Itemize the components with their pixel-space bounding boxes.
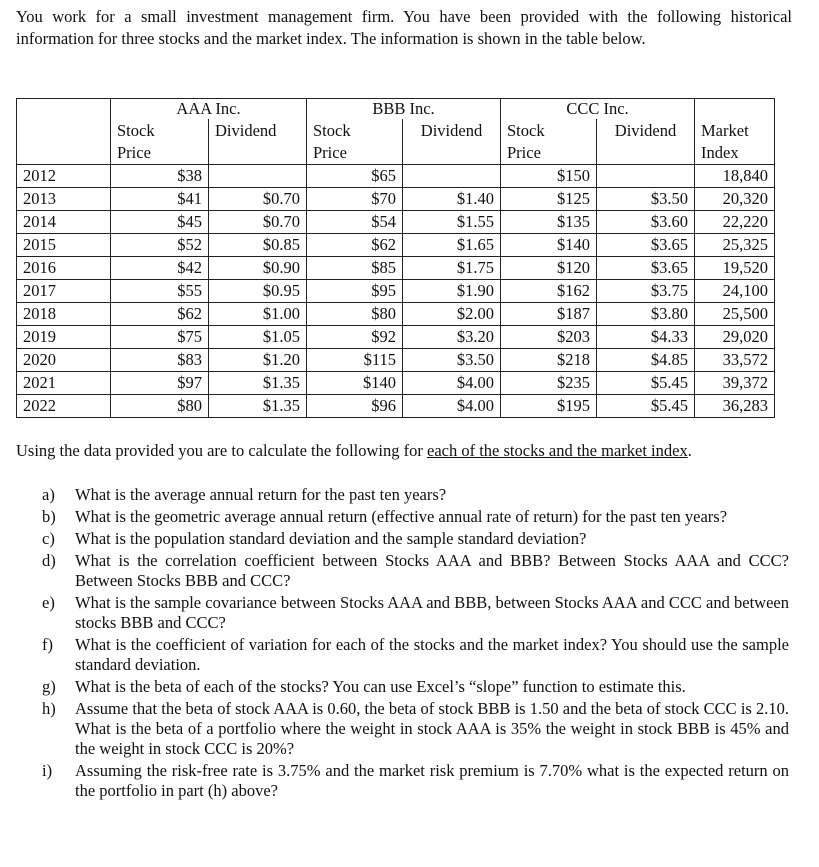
- bbb-dividend-cell: $1.40: [403, 188, 501, 211]
- bbb-price-cell: $95: [307, 280, 403, 303]
- question-item: [42, 761, 789, 801]
- aaa-dividend-cell: $1.00: [209, 303, 307, 326]
- question-item: [42, 677, 789, 697]
- question-marker: a): [42, 485, 55, 504]
- aaa-dividend-cell: $0.70: [209, 188, 307, 211]
- year-cell: 2012: [17, 165, 111, 188]
- ccc-dividend-cell: $5.45: [597, 395, 695, 418]
- header-row-labels: [17, 119, 775, 142]
- question-item: [42, 485, 789, 505]
- question-item: [42, 635, 789, 675]
- ccc-price-cell: $135: [501, 211, 597, 234]
- bbb-dividend-cell: $1.75: [403, 257, 501, 280]
- market-index-cell: 19,520: [695, 257, 775, 280]
- bbb-dividend-cell: $1.90: [403, 280, 501, 303]
- aaa-dividend-cell: $1.20: [209, 349, 307, 372]
- bbb-dividend-cell: $3.50: [403, 349, 501, 372]
- question-text: Assume that the beta of stock AAA is 0.60, the beta of stock BBB is 1.50 and the beta of stock CCC is 2.10. What is the beta of a portfolio where the weight in stock AAA is 35% the weight in stock BBB is 45% and the weight in stock CCC is 20%?: [75, 699, 789, 758]
- ccc-price-cell: $140: [501, 234, 597, 257]
- bbb-price-cell: $96: [307, 395, 403, 418]
- year-cell: 2019: [17, 326, 111, 349]
- aaa-stock-label: Stock: [111, 119, 209, 142]
- ccc-price-cell: $235: [501, 372, 597, 395]
- market-index-cell: 18,840: [695, 165, 775, 188]
- question-list: [42, 485, 789, 803]
- aaa-price-label: Price: [111, 142, 209, 165]
- ccc-dividend-cell: $3.80: [597, 303, 695, 326]
- ccc-price-cell: $120: [501, 257, 597, 280]
- bbb-price-cell: $80: [307, 303, 403, 326]
- year-cell: 2021: [17, 372, 111, 395]
- table-row: [17, 188, 775, 211]
- table-row: [17, 326, 775, 349]
- lead-period: .: [687, 441, 692, 460]
- group-header-bbb: BBB Inc.: [307, 99, 501, 120]
- year-cell: 2020: [17, 349, 111, 372]
- year-cell: 2015: [17, 234, 111, 257]
- aaa-price-cell: $41: [111, 188, 209, 211]
- ccc-price-cell: $162: [501, 280, 597, 303]
- bbb-price-cell: $70: [307, 188, 403, 211]
- market-index-cell: 25,325: [695, 234, 775, 257]
- aaa-price-cell: $38: [111, 165, 209, 188]
- bbb-dividend-cell: $3.20: [403, 326, 501, 349]
- bbb-dividend-cell: $1.65: [403, 234, 501, 257]
- aaa-price-cell: $62: [111, 303, 209, 326]
- question-text: What is the sample covariance between Stocks AAA and BBB, between Stocks AAA and CCC and between stocks BBB and CCC?: [75, 593, 789, 632]
- ccc-price-cell: $203: [501, 326, 597, 349]
- aaa-price-cell: $52: [111, 234, 209, 257]
- market-index-cell: 33,572: [695, 349, 775, 372]
- question-text: What is the correlation coefficient between Stocks AAA and BBB? Between Stocks AAA and CCC? Between Stocks BBB and CCC?: [75, 551, 789, 590]
- header-row-groups: [17, 99, 775, 120]
- aaa-price-cell: $75: [111, 326, 209, 349]
- table-row: [17, 211, 775, 234]
- question-item: [42, 551, 789, 591]
- index-label: Index: [695, 142, 775, 165]
- bbb-dividend-label: Dividend: [403, 119, 501, 142]
- question-text: What is the population standard deviation and the sample standard deviation?: [75, 529, 587, 548]
- aaa-dividend-cell: $1.35: [209, 395, 307, 418]
- table-row: [17, 372, 775, 395]
- ccc-price-cell: $195: [501, 395, 597, 418]
- aaa-price-cell: $83: [111, 349, 209, 372]
- intro-paragraph: You work for a small investment management firm. You have been provided with the following historical information for three stocks and the market index. The information is shown in the table below.: [16, 7, 792, 48]
- table-row: [17, 257, 775, 280]
- aaa-price-cell: $42: [111, 257, 209, 280]
- table-row: [17, 234, 775, 257]
- year-cell: 2017: [17, 280, 111, 303]
- market-index-cell: 24,100: [695, 280, 775, 303]
- question-marker: i): [42, 761, 53, 780]
- group-header-ccc: CCC Inc.: [501, 99, 695, 120]
- question-item: [42, 507, 789, 527]
- bbb-dividend-cell: $1.55: [403, 211, 501, 234]
- aaa-price-cell: $45: [111, 211, 209, 234]
- aaa-price-cell: $55: [111, 280, 209, 303]
- ccc-dividend-cell: [597, 165, 695, 188]
- group-header-aaa: AAA Inc.: [111, 99, 307, 120]
- header-row-sublabels: [17, 142, 775, 165]
- question-marker: e): [42, 593, 55, 612]
- question-marker: c): [42, 529, 55, 548]
- ccc-price-label: Price: [501, 142, 597, 165]
- bbb-price-cell: $54: [307, 211, 403, 234]
- table-row: [17, 349, 775, 372]
- aaa-price-cell: $80: [111, 395, 209, 418]
- bbb-price-cell: $65: [307, 165, 403, 188]
- ccc-dividend-cell: $3.75: [597, 280, 695, 303]
- bbb-price-cell: $85: [307, 257, 403, 280]
- year-cell: 2022: [17, 395, 111, 418]
- year-cell: 2018: [17, 303, 111, 326]
- year-cell: 2016: [17, 257, 111, 280]
- market-header-blank: [695, 99, 775, 120]
- table-row: [17, 165, 775, 188]
- question-marker: f): [42, 635, 53, 654]
- aaa-dividend-cell: $0.95: [209, 280, 307, 303]
- aaa-dividend-cell: [209, 165, 307, 188]
- aaa-price-cell: $97: [111, 372, 209, 395]
- question-item: [42, 529, 789, 549]
- bbb-stock-label: Stock: [307, 119, 403, 142]
- table-row: [17, 280, 775, 303]
- bbb-price-cell: $140: [307, 372, 403, 395]
- ccc-dividend-cell: $4.85: [597, 349, 695, 372]
- ccc-dividend-label: Dividend: [597, 119, 695, 142]
- question-marker: d): [42, 551, 56, 570]
- question-item: [42, 699, 789, 759]
- bbb-price-cell: $115: [307, 349, 403, 372]
- market-index-cell: 36,283: [695, 395, 775, 418]
- market-index-cell: 25,500: [695, 303, 775, 326]
- market-label: Market: [695, 119, 775, 142]
- bbb-price-cell: $62: [307, 234, 403, 257]
- ccc-price-cell: $150: [501, 165, 597, 188]
- aaa-dividend-cell: $0.70: [209, 211, 307, 234]
- ccc-dividend-cell: $4.33: [597, 326, 695, 349]
- market-index-cell: 22,220: [695, 211, 775, 234]
- table-row: [17, 395, 775, 418]
- question-text: What is the average annual return for the past ten years?: [75, 485, 447, 504]
- ccc-price-cell: $187: [501, 303, 597, 326]
- ccc-price-cell: $125: [501, 188, 597, 211]
- table-row: [17, 303, 775, 326]
- question-text: Assuming the risk-free rate is 3.75% and the market risk premium is 7.70% what is the expected return on the portfolio in part (h) above?: [75, 761, 789, 800]
- bbb-price-label: Price: [307, 142, 403, 165]
- bbb-dividend-cell: [403, 165, 501, 188]
- question-text: What is the beta of each of the stocks? You can use Excel’s “slope” function to estimate this.: [75, 677, 686, 696]
- lead-text: Using the data provided you are to calculate the following for: [16, 441, 427, 460]
- bbb-dividend-cell: $4.00: [403, 372, 501, 395]
- instructions-lead: [16, 440, 806, 462]
- question-marker: h): [42, 699, 56, 718]
- market-index-cell: 39,372: [695, 372, 775, 395]
- year-cell: 2014: [17, 211, 111, 234]
- aaa-dividend-cell: $0.85: [209, 234, 307, 257]
- ccc-stock-label: Stock: [501, 119, 597, 142]
- question-marker: g): [42, 677, 56, 696]
- bbb-price-cell: $92: [307, 326, 403, 349]
- bbb-dividend-cell: $4.00: [403, 395, 501, 418]
- ccc-price-cell: $218: [501, 349, 597, 372]
- question-text: What is the geometric average annual return (effective annual rate of return) for the past ten years?: [75, 507, 728, 526]
- bbb-dividend-cell: $2.00: [403, 303, 501, 326]
- ccc-dividend-cell: $5.45: [597, 372, 695, 395]
- question-marker: b): [42, 507, 56, 526]
- aaa-dividend-cell: $0.90: [209, 257, 307, 280]
- aaa-dividend-cell: $1.35: [209, 372, 307, 395]
- lead-underlined-text: each of the stocks and the market index: [427, 441, 688, 460]
- question-text: What is the coefficient of variation for each of the stocks and the market index? You should use the sample standard deviation.: [75, 635, 789, 674]
- ccc-dividend-cell: $3.65: [597, 257, 695, 280]
- year-header: [17, 99, 111, 120]
- market-index-cell: 29,020: [695, 326, 775, 349]
- year-cell: 2013: [17, 188, 111, 211]
- market-index-cell: 20,320: [695, 188, 775, 211]
- aaa-dividend-cell: $1.05: [209, 326, 307, 349]
- ccc-dividend-cell: $3.60: [597, 211, 695, 234]
- ccc-dividend-cell: $3.50: [597, 188, 695, 211]
- historical-data-table: [16, 98, 775, 418]
- question-item: [42, 593, 789, 633]
- aaa-dividend-label: Dividend: [209, 119, 307, 142]
- ccc-dividend-cell: $3.65: [597, 234, 695, 257]
